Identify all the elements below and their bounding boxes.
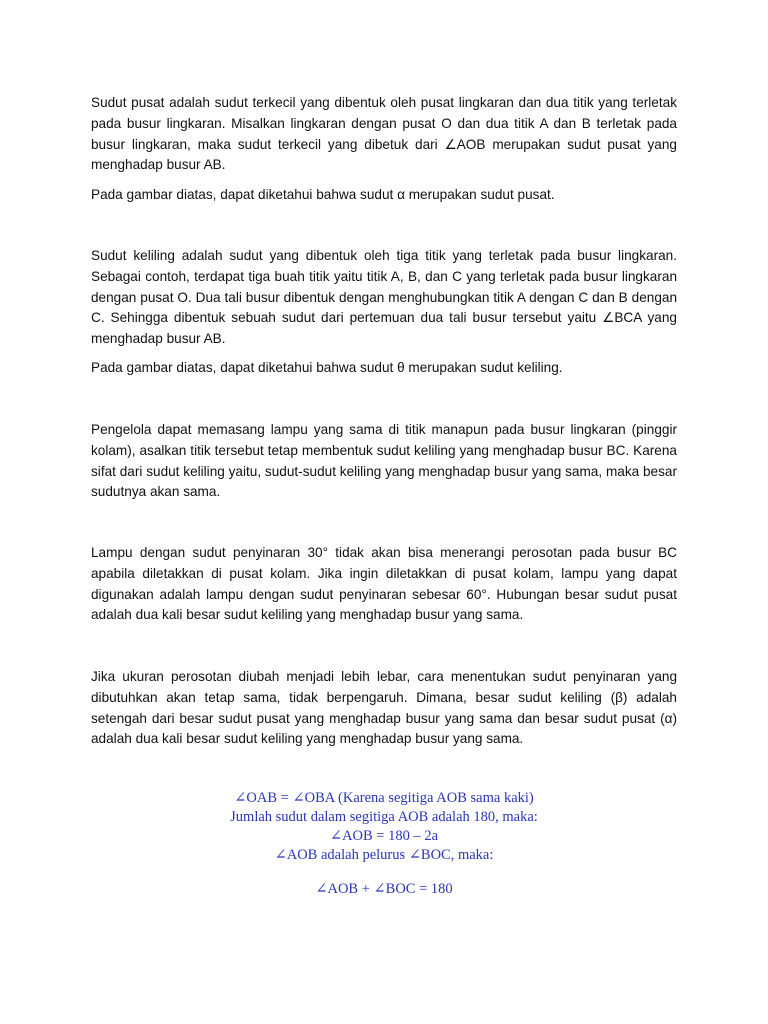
math-line-jumlah-sudut: Jumlah sudut dalam segitiga AOB adalah 180, maka: <box>230 809 538 825</box>
paragraph-perosotan: Jika ukuran perosotan diubah menjadi lebih lebar, cara menentukan sudut penyinaran yang dibutuhkan akan tetap sama, tidak berpengaruh. Dimana, besar sudut keliling (β) adalah setengah dari besar sudut pusat yang menghadap busur yang sama dan besar sudut pusat (α) adalah dua kali besar sudut keliling yang menghadap busur yang sama. <box>91 669 677 747</box>
math-line-sum-180: ∠AOB + ∠BOC = 180 <box>315 881 453 897</box>
paragraph-sudut-keliling-definition: Sudut keliling adalah sudut yang dibentuk oleh tiga titik yang terletak pada busur lingkaran. Sebagai contoh, terdapat tiga buah titik yaitu titik A, B, dan C yang terletak pada busur lingkaran dengan pusat O. Dua tali busur dibentuk dengan menghubungkan titik A dengan C dan B dengan C. Sehingga dibentuk sebuah sudut dari pertemuan dua tali busur tersebut yaitu ∠BCA yang menghadap busur AB. <box>91 248 677 347</box>
math-line-oab-oba: ∠OAB = ∠OBA (Karena segitiga AOB sama kaki) <box>234 790 534 806</box>
paragraph-lampu: Lampu dengan sudut penyinaran 30° tidak akan bisa menerangi perosotan pada busur BC apabila diletakkan di pusat kolam. Jika ingin diletakkan di pusat kolam, lampu yang dapat digunakan adalah lampu dengan sudut penyinaran sebesar 60°. Hubungan besar sudut pusat adalah dua kali besar sudut keliling yang menghadap busur yang sama. <box>91 545 677 623</box>
paragraph-sudut-pusat-definition: Sudut pusat adalah sudut terkecil yang dibentuk oleh pusat lingkaran dan dua titik yang terletak pada busur lingkaran. Misalkan lingkaran dengan pusat O dan dua titik A dan B terletak pada busur lingkaran, maka sudut terkecil yang dibetuk dari ∠AOB merupakan sudut pusat yang menghadap busur AB. <box>91 95 677 173</box>
paragraph-sudut-pusat-note: Pada gambar diatas, dapat diketahui bahwa sudut α merupakan sudut pusat. <box>91 187 555 202</box>
paragraph-pengelola: Pengelola dapat memasang lampu yang sama di titik manapun pada busur lingkaran (pinggir kolam), asalkan titik tersebut tetap membentuk sudut keliling yang menghadap busur BC. Karena sifat dari sudut keliling yaitu, sudut-sudut keliling yang menghadap busur yang sama, maka besar sudutnya akan sama. <box>91 422 677 500</box>
math-line-pelurus: ∠AOB adalah pelurus ∠BOC, maka: <box>274 847 494 863</box>
paragraph-sudut-keliling-note: Pada gambar diatas, dapat diketahui bahwa sudut θ merupakan sudut keliling. <box>91 360 563 375</box>
math-line-aob-equals: ∠AOB = 180 – 2a <box>329 828 439 844</box>
